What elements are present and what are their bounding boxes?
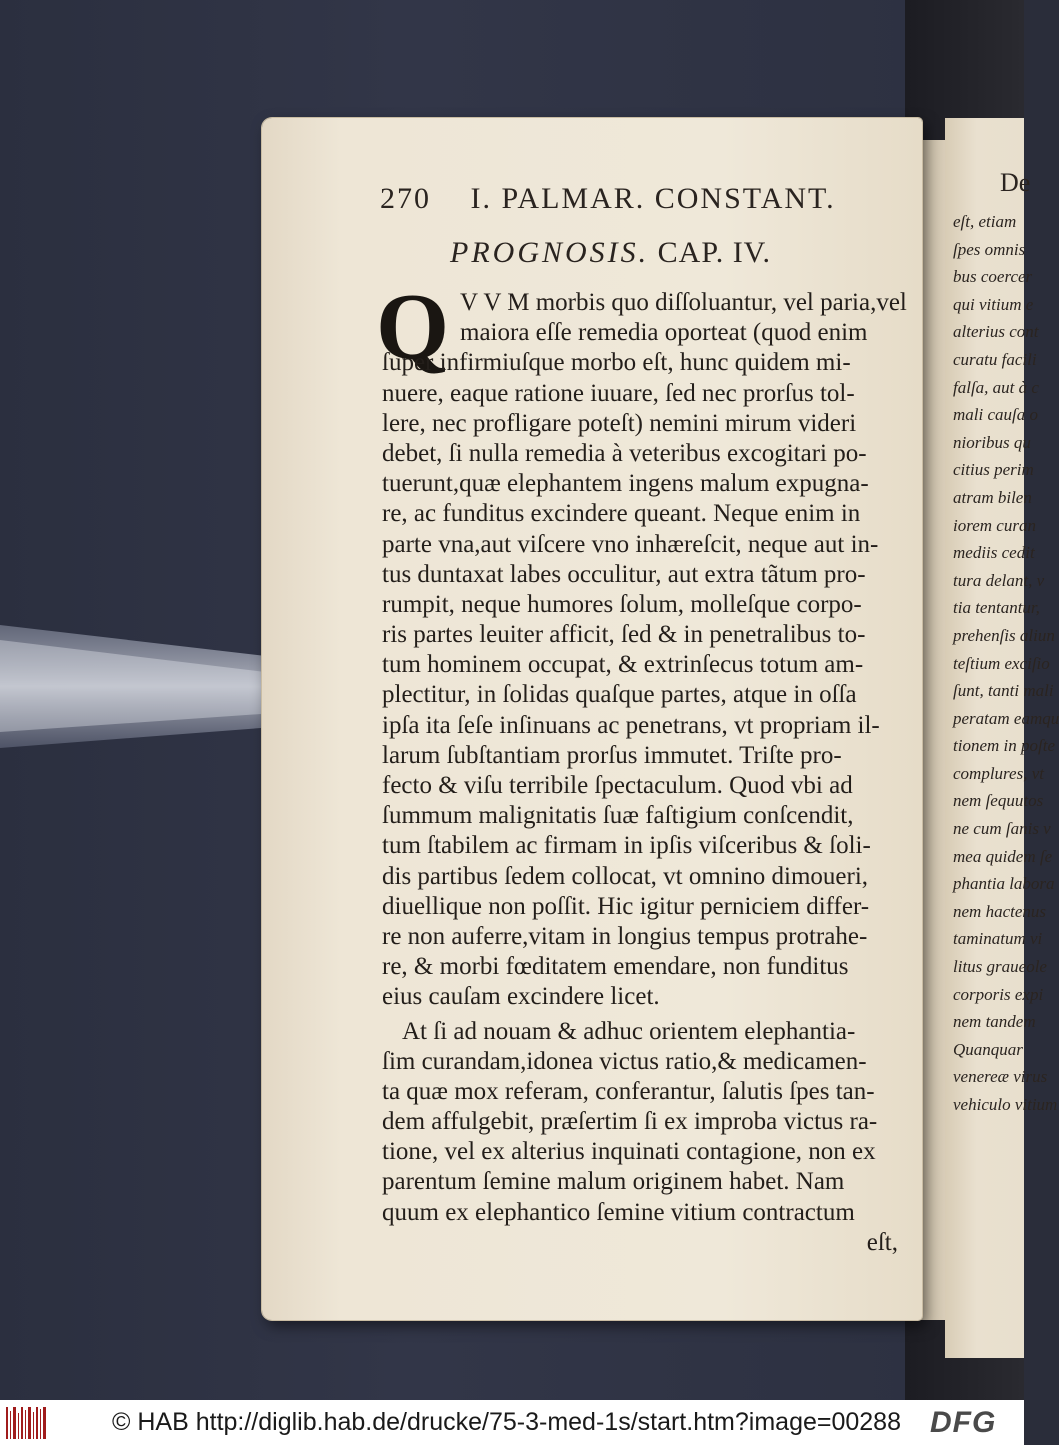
facing-page-line: alterius cont: [953, 322, 1039, 342]
facing-page-line: curatu facili: [953, 349, 1037, 369]
text-line: ſummum malignitatis ſuæ faſtigium conſcendit,: [382, 802, 854, 830]
facing-page-line: tionem in poſte: [953, 736, 1055, 756]
text-line: tum hominem occupat, & extrinſecus totum am-: [382, 651, 864, 679]
facing-page-line: Quanquar: [953, 1039, 1023, 1059]
text-line: parte vna,aut viſcere vno inhæreſcit, neque aut in-: [382, 530, 879, 558]
text-line: ſuper infirmiuſque morbo eſt, hunc quidem mi-: [382, 349, 851, 377]
text-line: re, & morbi fœditatem emendare, non funditus: [382, 953, 849, 981]
facing-page-line: teſtium exciſio: [953, 653, 1050, 673]
facing-page-text: [945, 208, 1059, 1119]
facing-page-running-head: De: [1000, 168, 1031, 197]
facing-page-line: qui vitium e: [953, 294, 1034, 314]
text-line: At ſi ad nouam & adhuc orientem elephantia-: [402, 1017, 856, 1045]
facing-page-line: tura delant, v: [953, 570, 1045, 590]
text-line: plectitur, in ſolidas quaſque partes, atque in oſſa: [382, 681, 857, 709]
text-line: tus duntaxat labes occulitur, aut extra tãtum pro-: [382, 560, 866, 588]
text-line: tuerunt,quæ elephantem ingens malum expugna-: [382, 470, 869, 498]
text-line: maiora eſſe remedia oporteat (quod enim: [460, 319, 868, 347]
text-line: fecto & viſu terribile ſpectaculum. Quod vbi ad: [382, 772, 853, 799]
text-line: parentum ſemine malum originem habet. Nam: [382, 1168, 845, 1196]
facing-page-line: phantia labora: [953, 874, 1055, 894]
text-line: ta quæ mox referam, conferantur, ſalutis ſpes tan-: [382, 1077, 875, 1105]
text-line: ſim curandam,idonea victus ratio,& medicamen-: [382, 1047, 867, 1075]
facing-page-line: venereæ virus: [953, 1067, 1048, 1087]
text-line: quum ex elephantico ſemine vitium contractum: [382, 1198, 855, 1226]
facing-page-line: litus graueole: [953, 957, 1047, 977]
facing-page-line: mediis cedit: [953, 543, 1035, 563]
facing-page-line: complures, vt: [953, 763, 1044, 783]
facing-page-line: atram bilen: [953, 487, 1032, 507]
facing-page-line: tia tentantur,: [953, 598, 1040, 618]
text-line: rumpit, neque humores ſolum, molleſque corpo-: [382, 590, 862, 618]
facing-page-line: mali cauſa o: [953, 405, 1038, 425]
text-line: V V M morbis quo diſſoluantur, vel paria,vel: [460, 289, 907, 316]
copyright-link[interactable]: © HAB http://diglib.hab.de/drucke/75-3-med-1s/start.htm?image=00288: [112, 1408, 901, 1436]
facing-page-line: vehiculo vitium: [953, 1095, 1058, 1114]
text-line: tione, vel ex alterius inquinati contagione, non ex: [382, 1138, 876, 1166]
chapter-number: CAP. IV.: [657, 236, 771, 269]
text-line: diuellique non poſſit. Hic igitur perniciem differ-: [382, 892, 870, 920]
text-line: lere, nec profligare poteſt) nemini mirum videri: [382, 409, 857, 437]
running-head-title: I. PALMAR. CONSTANT.: [470, 182, 836, 215]
facing-page-line: bus coercer: [953, 267, 1033, 287]
text-line: dem affulgebit, præſertim ſi ex improba victus ra-: [382, 1108, 878, 1136]
catchword: eſt,: [866, 1228, 898, 1256]
facing-page-line: prehenſis aliun: [953, 625, 1055, 645]
facing-page-line: ſunt, tanti mali: [953, 681, 1054, 701]
text-line: eius cauſam excindere licet.: [382, 983, 660, 1011]
text-line: ipſa ita ſeſe inſinuans ac penetrans, vt propriam il-: [382, 711, 880, 739]
facing-page-line: mea quidem ſe: [953, 846, 1053, 866]
text-line: re non auferre,vitam in longius tempus protrahe-: [382, 922, 868, 950]
footer-bar: [0, 1400, 1024, 1445]
facing-page-line: peratam eamqu: [953, 708, 1059, 728]
text-line: ris partes leuiter afficit, ſed & in penetralibus to-: [382, 621, 866, 649]
text-line: nuere, eaque ratione iuuare, ſed nec prorſus tol-: [382, 379, 855, 407]
facing-page-line: eſt, etiam: [953, 212, 1017, 231]
text-line: larum ſubſtantiam prorſus immutet. Triſte pro-: [382, 741, 842, 769]
chapter-title: [450, 236, 890, 270]
text-line: debet, ſi nulla remedia à veteribus excogitari po-: [382, 439, 867, 467]
facing-page-line: ne cum ſanis v: [953, 819, 1051, 839]
facing-page-line: nioribus qu: [953, 432, 1031, 452]
text-line: dis partibus ſedem collocat, vt omnino dimoueri,: [382, 862, 869, 890]
facing-page-edge: [945, 118, 1059, 1358]
page-number: 270: [380, 182, 431, 215]
facing-page-line: citius perim: [953, 460, 1034, 480]
facing-page-line: taminatum vi: [953, 929, 1043, 949]
facing-page-line: corporis expi: [953, 984, 1044, 1004]
facing-page-line: nem tandem: [953, 1012, 1036, 1032]
facing-page-line: nem ſequutos: [953, 791, 1044, 811]
text-line: tum ſtabilem ac firmam in ipſis viſceribus & ſoli-: [382, 832, 871, 860]
text-line: re, ac funditus excindere queant. Neque enim in: [382, 500, 861, 528]
facing-page-line: iorem curan: [953, 515, 1036, 535]
facing-page-line: falſa, aut à c: [953, 377, 1039, 397]
chapter-title-italic: PROGNOSIS.: [450, 236, 650, 269]
body-text: [382, 288, 907, 1258]
dfg-logo: DFG: [930, 1406, 997, 1439]
facing-page-line: nem hactenus: [953, 901, 1047, 921]
barcode-icon: [6, 1407, 46, 1439]
drop-cap: Q: [376, 275, 450, 379]
facing-page-line: ſpes omnis: [953, 239, 1026, 259]
running-head: [380, 182, 900, 216]
